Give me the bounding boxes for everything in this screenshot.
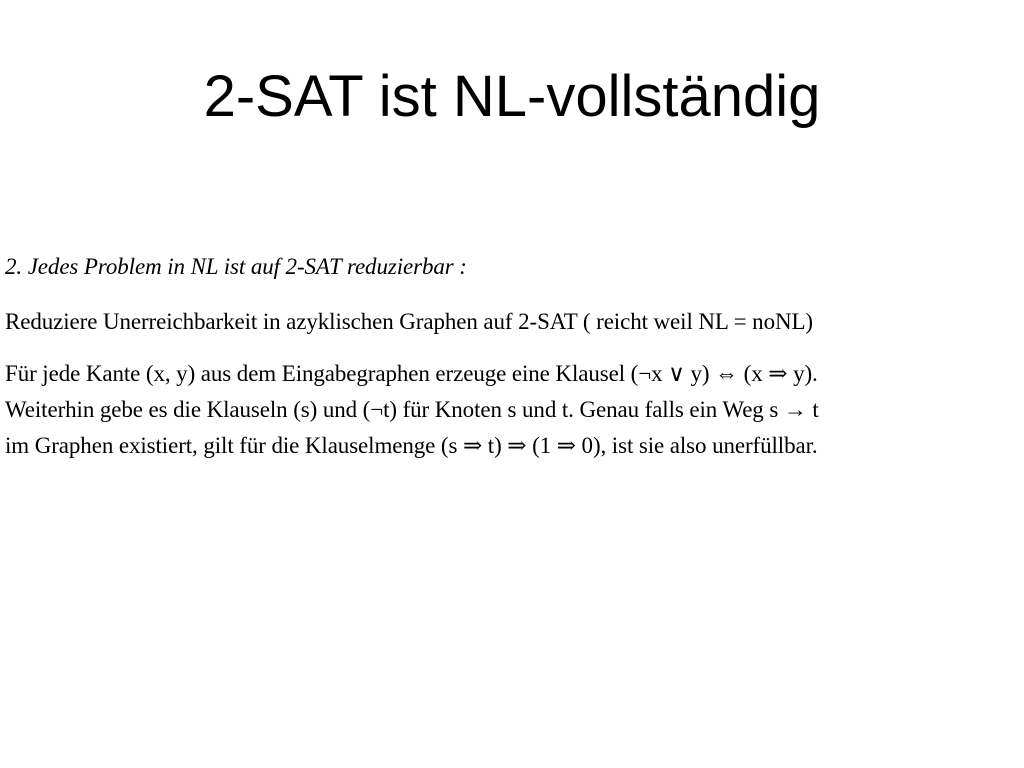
numbered-heading: 2. Jedes Problem in NL ist auf 2-SAT reduzierbar : xyxy=(5,254,467,279)
construction-line-2: Weiterhin gebe es die Klauseln (s) und (¬t) für Knoten s und t. Genau falls ein Weg s → t xyxy=(5,397,819,422)
construction-line-3: im Graphen existiert, gilt für die Klauselmenge (s ⇒ t) ⇒ (1 ⇒ 0), ist sie also unerfüllbar. xyxy=(5,433,818,458)
slide-title: 2-SAT ist NL-vollständig xyxy=(203,64,821,129)
construction-line-1: Für jede Kante (x, y) aus dem Eingabegraphen erzeuge eine Klausel (¬x ∨ y) ⇔ (x ⇒ y). xyxy=(5,361,818,386)
reduction-paragraph: Reduziere Unerreichbarkeit in azyklischen Graphen auf 2-SAT ( reicht weil NL = noNL) xyxy=(5,309,813,334)
